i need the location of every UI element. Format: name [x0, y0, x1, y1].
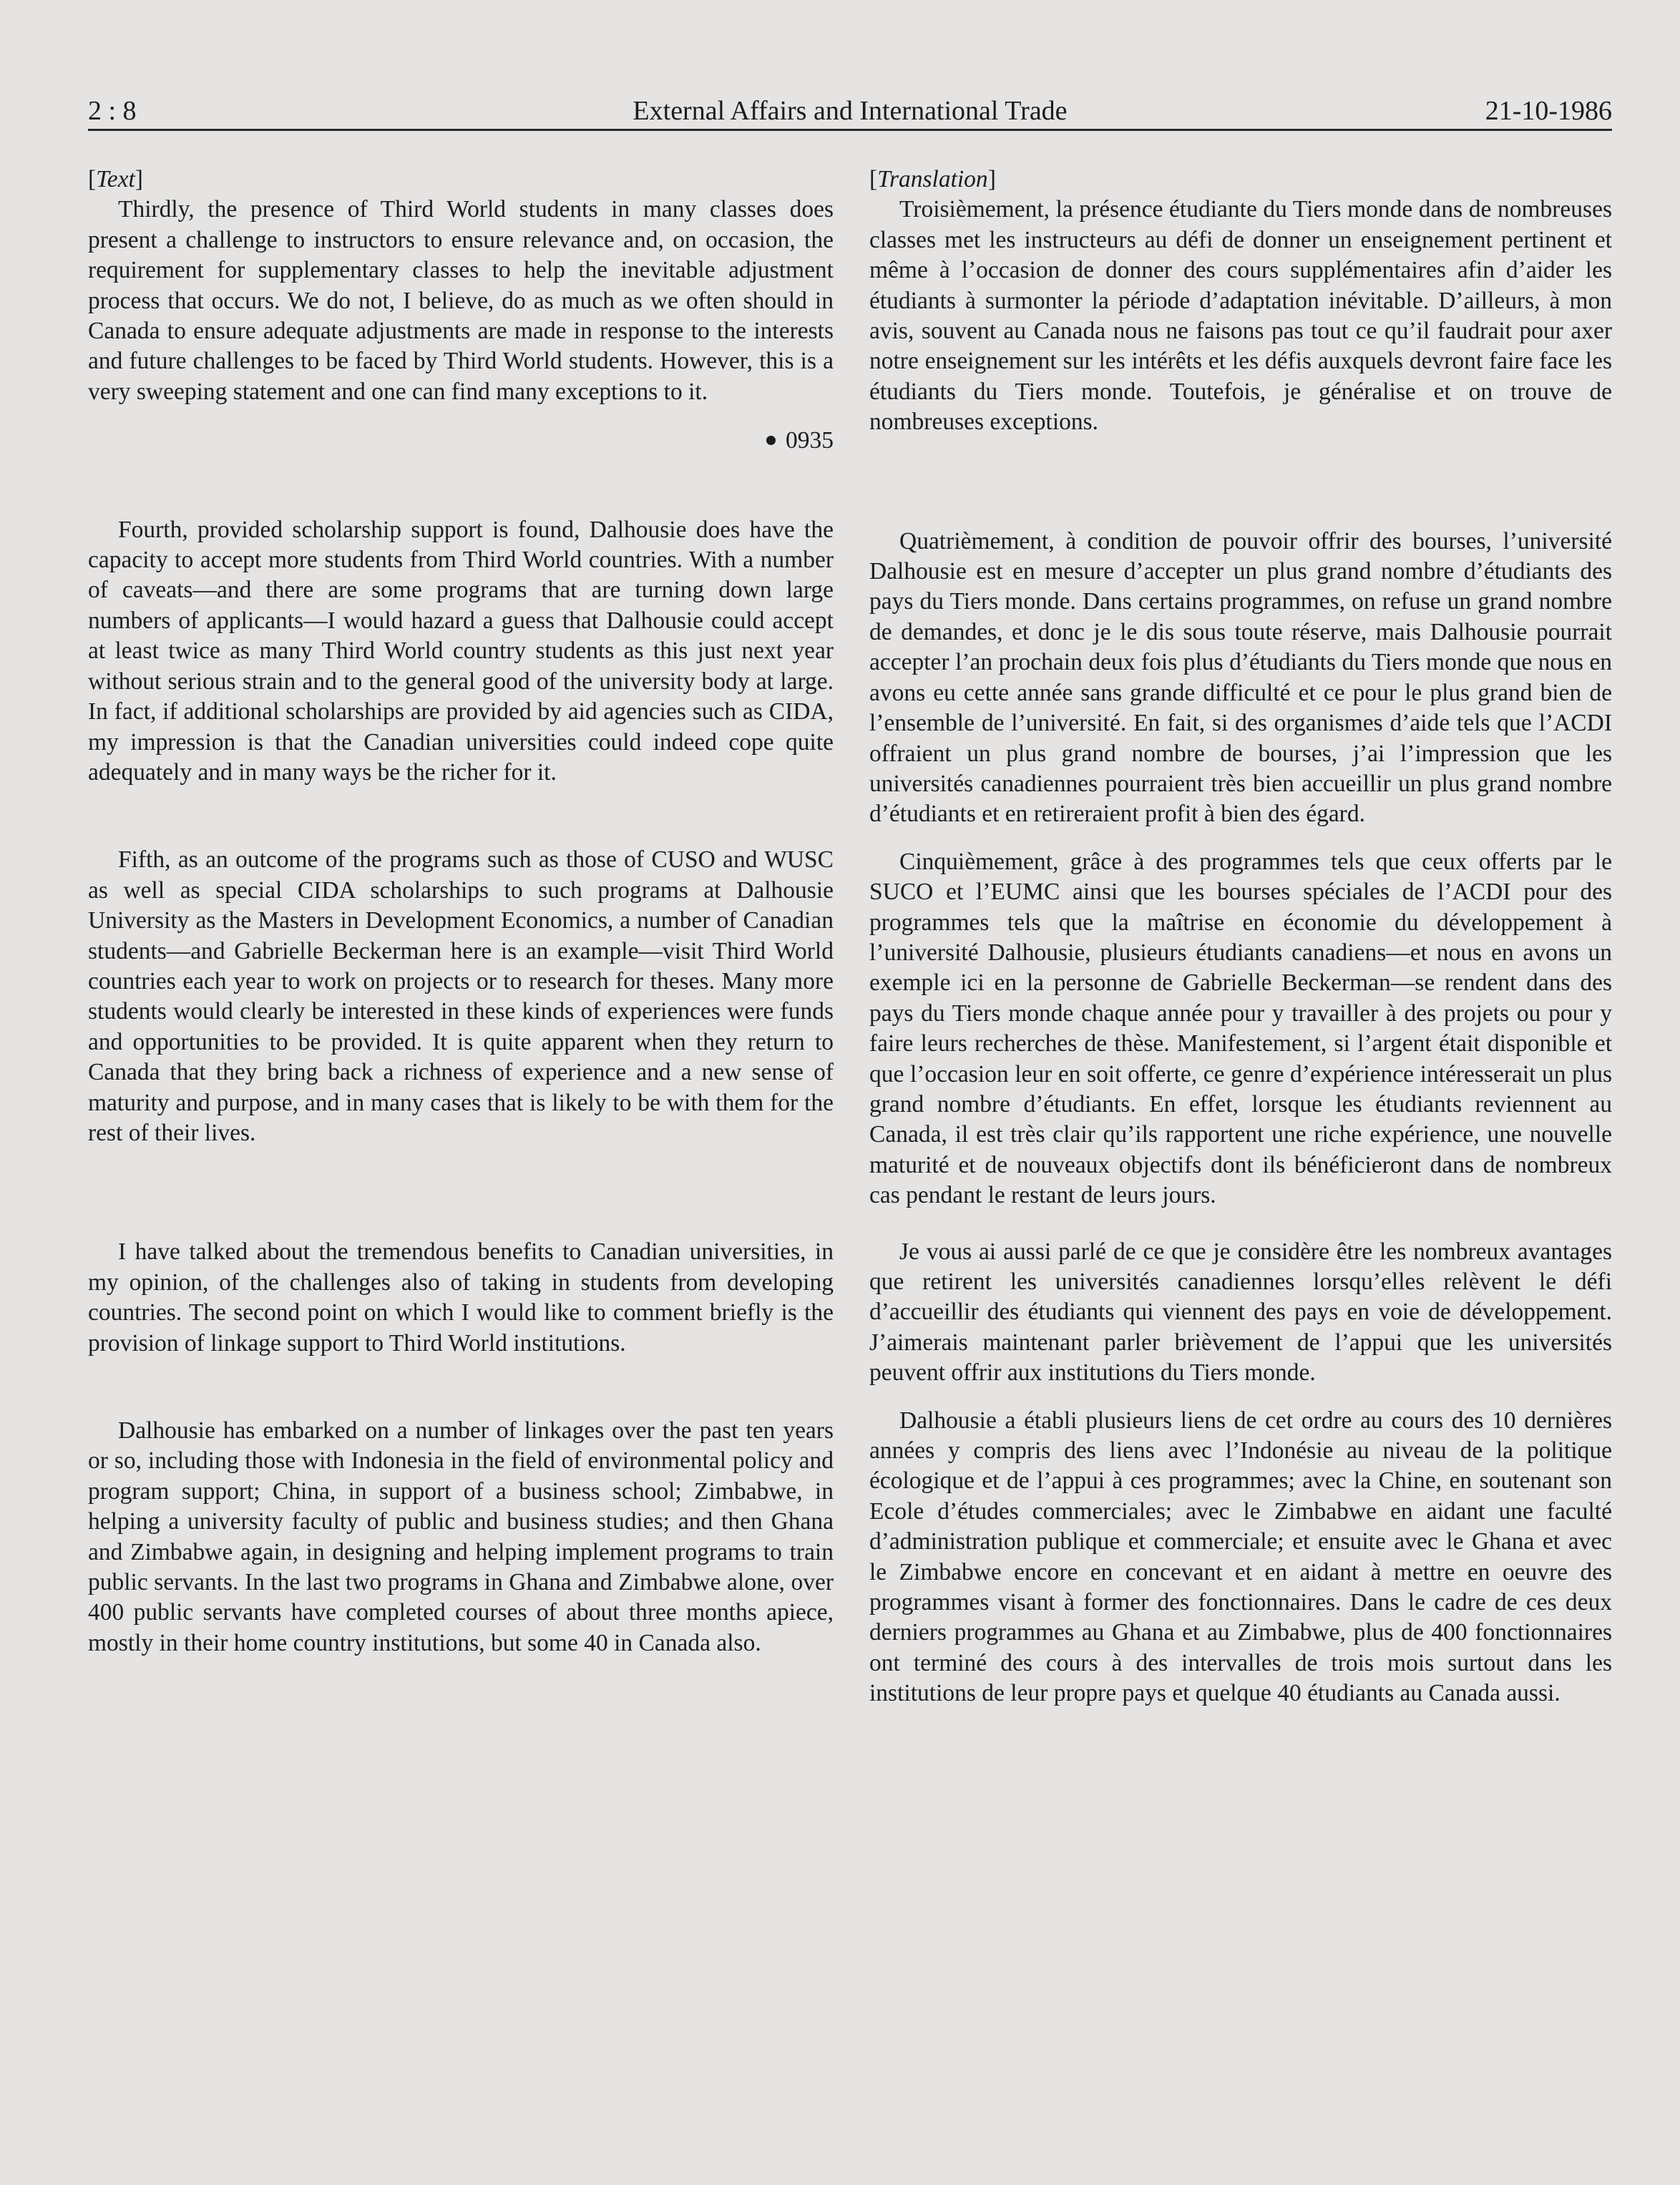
- english-paragraph-5: Dalhousie has embarked on a number of linkages over the past ten years or so, including those with Indonesia in the field of environmental policy and program support; China, in support of a business school; Zimbabwe, in helping a university faculty of public and business studies; and then Ghana and Zimbabwe again, in designing and helping implement programs to train public servants. In the last two programs in Ghana and Zimbabwe alone, over 400 public servants have completed courses of about three months apiece, mostly in their home country institutions, but some 40 in Canada also.: [88, 1417, 834, 1656]
- time-marker-value: 0935: [786, 427, 834, 454]
- french-column: [869, 165, 1612, 1709]
- french-paragraph-4: Je vous ai aussi parlé de ce que je considère être les nombreux avantages que retirent les universités canadiennes lorsqu’elles relèvent le défi d’accueillir des étudiants qui viennent des pays en voie de développement. J’aimerais maintenant parler brièvement de l’appui que les universités peuvent offrir aux institutions du Tiers monde.: [869, 1238, 1612, 1387]
- french-paragraph-3: Cinquièmement, grâce à des programmes tels que ceux offerts par le SUCO et l’EUMC ainsi que les bourses spéciales de l’ACDI pour des programmes tels que la maîtrise en économie du développement à l’université Dalhousie, plusieurs étudiants canadiens—et nous en avons un exemple ici en la personne de Gabrielle Beckerman—se rendent dans des pays du Tiers monde chaque année pour y travailler à des projets ou pour y faire leurs recherches de thèse. Manifestement, si l’argent était disponible et que l’occasion leur en soit offerte, ce genre d’expérience intéresserait un plus grand nombre d’étudiants. En effet, lorsque les étudiants reviennent au Canada, il est très clair qu’ils rapportent une riche expérience, une nouvelle maturité et de nouveaux objectifs dont ils bénéficieront dans de nombreux cas pendant le restant de leurs jours.: [869, 848, 1612, 1209]
- publication-title: External Affairs and International Trade: [633, 96, 1068, 126]
- page-number: 2 : 8: [88, 96, 137, 126]
- english-paragraph-2: Fourth, provided scholarship support is found, Dalhousie does have the capacity to accept more students from Third World countries. With a number of caveats—and there are some programs that are turning down large numbers of applicants—I would hazard a guess that Dalhousie could accept at least twice as many Third World country students as this just next year without serious strain and to the general good of the university body at large. In fact, if additional scholarships are provided by aid agencies such as CIDA, my impression is that the Canadian universities could indeed cope quite adequately and in many ways be the richer for it.: [88, 516, 834, 786]
- header-date: 21-10-1986: [1485, 96, 1612, 126]
- english-column: [88, 165, 834, 1658]
- page-header: [88, 93, 1612, 131]
- english-paragraph-3: Fifth, as an outcome of the programs such as those of CUSO and WUSC as well as special CIDA scholarships to such programs at Dalhousie University as the Masters in Development Economics, a number of Canadian students—and Gabrielle Beckerman here is an example—visit Third World countries each year to work on projects or to research for theses. Many more students would clearly be interested in these kinds of experiences were funds and opportunities to be provided. It is quite apparent when they return to Canada that they bring back a richness of experience and a new sense of maturity and purpose, and in many cases that is likely to be with them for the rest of their lives.: [88, 846, 834, 1146]
- text-label: [Text]: [88, 166, 143, 192]
- english-paragraph-1: Thirdly, the presence of Third World students in many classes does present a challenge to instructors to ensure relevance and, on occasion, the requirement for supplementary classes to help the inevitable adjustment process that occurs. We do not, I believe, do as much as we often should in Canada to ensure adequate adjustments are made in response to the interests and future challenges to be faced by Third World students. However, this is a very sweeping statement and one can find many exceptions to it.: [88, 196, 834, 405]
- french-paragraph-5: Dalhousie a établi plusieurs liens de cet ordre au cours des 10 dernières années y compris des liens avec l’Indonésie au niveau de la politique écologique et de l’appui à ces programmes; avec la Chine, en soutenant son Ecole d’études commerciales; avec le Zimbabwe en aidant une faculté d’administration publique et commerciale; et ensuite avec le Ghana et avec le Zimbabwe encore en concevant et en aidant à mettre en oeuvre des programmes visant à former des fonctionnaires. Dans le cadre de ces deux derniers programmes au Ghana et au Zimbabwe, plus de 400 fonctionnaires ont terminé des cours à des intervalles de trois mois surtout dans les institutions de leur propre pays et quelque 40 étudiants au Canada aussi.: [869, 1407, 1612, 1707]
- french-paragraph-2: Quatrièmement, à condition de pouvoir offrir des bourses, l’université Dalhousie est en mesure d’accepter un plus grand nombre d’étudiants des pays du Tiers monde. Dans certains programmes, on refuse un grand nombre de demandes, et donc je le dis sous toute réserve, mais Dalhousie pourrait accepter l’an prochain deux fois plus d’étudiants du Tiers monde que nous en avons eu cette année sans grande difficulté et ce pour le plus grand bien de l’ensemble de l’université. En fait, si des organismes d’aide tels que l’ACDI offraient un plus grand nombre de bourses, j’ai l’impression que les universités canadiennes pourraient très bien accueillir un plus grand nombre d’étudiants et en retireraient profit à bien des égard.: [869, 527, 1612, 828]
- english-paragraph-4: I have talked about the tremendous benefits to Canadian universities, in my opinion, of the challenges also of taking in students from developing countries. The second point on which I would like to comment briefly is the provision of linkage support to Third World institutions.: [88, 1238, 834, 1357]
- bullet-icon: [766, 436, 776, 445]
- document-page: [88, 93, 1612, 2139]
- translation-label: [Translation]: [869, 166, 996, 192]
- french-paragraph-1: Troisièmement, la présence étudiante du Tiers monde dans de nombreuses classes met les instructeurs au défi de donner un enseignement pertinent et même à l’occasion de donner des cours supplémentaires afin d’aider les étudiants à surmonter la période d’adaptation inévitable. D’ailleurs, à mon avis, souvent au Canada nous ne faisons pas tout ce qu’il faudrait pour axer notre enseignement sur les intérêts et les défis auxquels devront faire face les étudiants du Tiers monde. Toutefois, je généralise et on trouve de nombreuses exceptions.: [869, 196, 1612, 436]
- time-marker: [88, 426, 834, 456]
